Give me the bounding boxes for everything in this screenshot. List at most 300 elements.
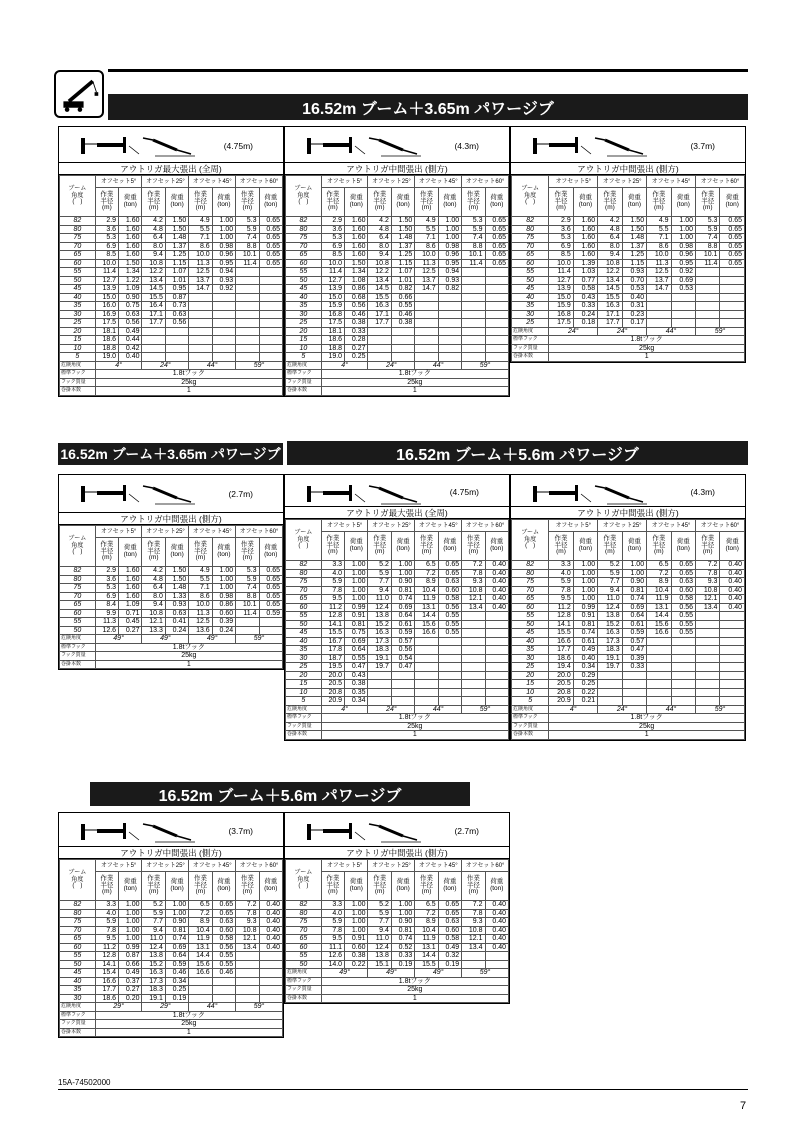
table-cell: 0.55 xyxy=(438,629,461,638)
table-cell xyxy=(259,268,282,277)
table-cell: 70 xyxy=(60,926,96,935)
table-cell: 55 xyxy=(286,952,322,961)
table-cell xyxy=(720,612,745,621)
table-cell: 0.52 xyxy=(391,943,414,952)
crane-diagram-icon xyxy=(305,818,455,844)
table-row xyxy=(512,578,745,587)
section-banner-1: 16.52m ブーム＋3.65m パワージブ xyxy=(108,94,748,120)
table-cell: 0.55 xyxy=(671,620,695,629)
table-cell: 45 xyxy=(512,629,549,638)
table-cell: 60 xyxy=(512,259,549,268)
table-cell xyxy=(212,977,235,986)
table-cell: 0.47 xyxy=(345,663,368,672)
table-cell: 1.50 xyxy=(165,225,188,234)
table-cell xyxy=(462,680,485,689)
table-cell xyxy=(189,336,212,345)
table-cell: 8.4 xyxy=(95,601,118,610)
table-cell xyxy=(485,960,508,969)
table-cell: 8.9 xyxy=(647,578,671,587)
table-row xyxy=(60,310,283,319)
table-row xyxy=(60,584,283,593)
table-cell: 14.5 xyxy=(142,285,165,294)
table-cell xyxy=(720,663,745,672)
table-cell xyxy=(462,310,485,319)
table-row xyxy=(512,242,745,251)
load-header: 荷重 (ton) xyxy=(165,538,188,567)
table-cell: 1.48 xyxy=(165,234,188,243)
table-cell: 9.3 xyxy=(462,578,485,587)
table-cell: 15.4 xyxy=(95,969,118,978)
table-cell xyxy=(236,268,259,277)
radius-header: 作業 半径 (m) xyxy=(368,188,391,217)
table-cell: 0.64 xyxy=(622,612,646,621)
table-cell xyxy=(462,344,485,353)
table-cell: 3.6 xyxy=(95,225,118,234)
table-cell: 80 xyxy=(286,569,322,578)
table-cell: 0.65 xyxy=(485,242,508,251)
table-cell: 14.4 xyxy=(415,952,438,961)
table-cell xyxy=(671,654,695,663)
table-cell: 0.64 xyxy=(165,952,188,961)
table-cell: 75 xyxy=(60,918,96,927)
table-cell: 35 xyxy=(512,302,549,311)
limit-angle-row: 危険角度 4° 24° 44° 59° xyxy=(60,361,283,370)
table-cell: 0.69 xyxy=(622,603,646,612)
table-cell xyxy=(259,618,282,627)
table-cell xyxy=(368,688,391,697)
table-cell: 35 xyxy=(60,302,96,311)
table-cell: 1.00 xyxy=(165,909,188,918)
table-cell: 1.34 xyxy=(119,268,142,277)
table-cell: 0.47 xyxy=(391,663,414,672)
table-cell: 1.15 xyxy=(165,259,188,268)
table-cell: 0.59 xyxy=(259,609,282,618)
table-cell: 1.15 xyxy=(391,259,414,268)
table-cell xyxy=(462,620,485,629)
table-cell xyxy=(415,327,438,336)
table-cell xyxy=(259,960,282,969)
outrigger-condition: アウトリガ中間張出 (側方) xyxy=(285,163,509,175)
table-cell: 5.3 xyxy=(95,234,118,243)
table-cell xyxy=(720,688,745,697)
table-cell: 5.9 xyxy=(236,225,259,234)
table-cell: 11.9 xyxy=(415,935,438,944)
table-cell xyxy=(462,276,485,285)
table-cell: 0.40 xyxy=(485,586,508,595)
table-cell xyxy=(236,276,259,285)
table-cell: 50 xyxy=(512,620,549,629)
table-cell: 5.9 xyxy=(95,918,118,927)
hook-row: 標準フック 1.8tフック xyxy=(60,643,283,652)
table-cell xyxy=(485,612,508,621)
table-cell xyxy=(720,646,745,655)
table-row xyxy=(60,242,283,251)
table-cell: 9.3 xyxy=(462,918,485,927)
table-cell: 0.40 xyxy=(720,595,745,604)
table-cell: 0.25 xyxy=(345,353,368,362)
table-cell: 60 xyxy=(286,943,322,952)
table-row xyxy=(512,680,745,689)
table-cell xyxy=(259,310,282,319)
table-cell: 40 xyxy=(512,637,549,646)
table-cell xyxy=(415,319,438,328)
table-cell: 1.00 xyxy=(622,569,646,578)
table-cell: 0.39 xyxy=(622,654,646,663)
table-cell: 4.0 xyxy=(95,909,118,918)
table-cell: 13.8 xyxy=(368,952,391,961)
table-cell xyxy=(462,319,485,328)
table-cell: 20 xyxy=(512,671,549,680)
table-cell: 0.63 xyxy=(165,609,188,618)
section-banner-2: 16.52m ブーム＋3.65m パワージブ xyxy=(58,443,283,465)
load-header: 荷重 (ton) xyxy=(165,872,188,901)
table-cell xyxy=(438,327,461,336)
table-row xyxy=(512,285,745,294)
hook-row: 標準フック 1.8tフック xyxy=(286,714,509,723)
table-cell: 7.8 xyxy=(462,909,485,918)
table-cell: 0.66 xyxy=(391,293,414,302)
table-cell: 80 xyxy=(512,225,549,234)
table-cell xyxy=(189,986,212,995)
table-cell: 0.70 xyxy=(622,276,646,285)
table-cell: 4.2 xyxy=(142,567,165,576)
table-cell xyxy=(720,302,745,311)
table-cell: 12.2 xyxy=(368,268,391,277)
table-cell: 40 xyxy=(60,293,96,302)
table-cell: 16.3 xyxy=(368,629,391,638)
table-cell: 9.5 xyxy=(95,935,118,944)
table-cell: 18.8 xyxy=(321,344,344,353)
table-cell: 0.24 xyxy=(573,310,597,319)
table-cell: 25 xyxy=(512,663,549,672)
table-cell xyxy=(598,680,622,689)
table-cell: 1.00 xyxy=(212,234,235,243)
table-cell: 7.2 xyxy=(696,561,720,570)
table-cell: 14.5 xyxy=(598,285,622,294)
table-row xyxy=(60,327,283,336)
table-cell: 12.5 xyxy=(415,268,438,277)
table-row xyxy=(60,285,283,294)
table-cell: 0.92 xyxy=(671,268,695,277)
table-cell: 35 xyxy=(286,646,322,655)
table-row xyxy=(512,259,745,268)
table-cell: 1.01 xyxy=(165,276,188,285)
table-cell: 0.60 xyxy=(212,926,235,935)
table-cell: 9.4 xyxy=(598,586,622,595)
table-cell: 80 xyxy=(286,225,322,234)
table-cell xyxy=(696,302,720,311)
table-cell: 8.8 xyxy=(236,592,259,601)
table-cell: 0.65 xyxy=(485,217,508,226)
table-row xyxy=(286,909,509,918)
table-cell: 13.4 xyxy=(236,943,259,952)
table-cell: 0.27 xyxy=(345,344,368,353)
table-cell: 0.59 xyxy=(391,629,414,638)
table-cell: 20 xyxy=(286,671,322,680)
table-cell: 11.4 xyxy=(236,259,259,268)
table-cell: 8.0 xyxy=(142,242,165,251)
table-cell: 7.8 xyxy=(696,569,720,578)
table-row xyxy=(60,986,283,995)
chart-panel-5 xyxy=(284,474,510,741)
table-cell xyxy=(236,293,259,302)
table-cell xyxy=(647,293,671,302)
offset-header: オフセット45° xyxy=(647,176,696,188)
table-row xyxy=(286,620,509,629)
table-cell: 0.91 xyxy=(345,935,368,944)
table-cell xyxy=(212,353,235,362)
table-cell xyxy=(696,663,720,672)
table-row xyxy=(60,336,283,345)
table-cell: 17.5 xyxy=(321,319,344,328)
table-cell: 0.65 xyxy=(671,561,695,570)
table-cell: 1.60 xyxy=(573,234,597,243)
jib-length: (2.7m) xyxy=(228,489,253,499)
table-cell: 11.3 xyxy=(189,259,212,268)
offset-header: オフセット5° xyxy=(549,176,598,188)
table-cell: 15.9 xyxy=(549,302,573,311)
table-cell: 16.6 xyxy=(549,637,573,646)
table-cell: 0.81 xyxy=(345,620,368,629)
table-cell: 7.8 xyxy=(321,926,344,935)
table-cell: 55 xyxy=(286,268,322,277)
radius-header: 作業 半径 (m) xyxy=(321,872,344,901)
table-cell: 0.40 xyxy=(485,595,508,604)
table-cell xyxy=(696,629,720,638)
table-cell xyxy=(485,663,508,672)
table-cell xyxy=(236,310,259,319)
table-cell xyxy=(415,353,438,362)
table-cell: 11.4 xyxy=(462,259,485,268)
table-cell xyxy=(415,646,438,655)
hook-mass-row: フック質量 25kg xyxy=(286,722,509,731)
table-cell: 5.9 xyxy=(598,569,622,578)
table-cell: 5.9 xyxy=(142,909,165,918)
table-cell xyxy=(259,986,282,995)
table-cell xyxy=(259,285,282,294)
table-cell xyxy=(415,671,438,680)
table-cell: 0.98 xyxy=(671,242,695,251)
radius-header: 作業 半径 (m) xyxy=(415,872,438,901)
table-row xyxy=(286,612,509,621)
table-cell: 0.90 xyxy=(391,918,414,927)
table-cell: 0.59 xyxy=(622,629,646,638)
table-cell: 0.56 xyxy=(212,943,235,952)
table-cell: 1.00 xyxy=(438,217,461,226)
table-cell: 5.9 xyxy=(462,225,485,234)
table-cell: 13.6 xyxy=(189,626,212,635)
table-cell: 1.09 xyxy=(119,601,142,610)
radius-header: 作業 半径 (m) xyxy=(462,188,485,217)
table-cell xyxy=(189,327,212,336)
table-cell xyxy=(236,285,259,294)
table-cell: 7.8 xyxy=(236,909,259,918)
table-cell: 0.69 xyxy=(671,276,695,285)
boom-angle-header: ブーム 角度 (゜) xyxy=(286,860,322,901)
table-cell: 1.00 xyxy=(345,901,368,910)
table-cell: 1.37 xyxy=(391,242,414,251)
table-cell: 0.49 xyxy=(438,943,461,952)
table-cell: 1.00 xyxy=(119,926,142,935)
table-cell: 16.8 xyxy=(321,310,344,319)
table-cell xyxy=(236,618,259,627)
table-cell: 18.6 xyxy=(321,336,344,345)
table-cell: 1.00 xyxy=(573,578,597,587)
table-cell xyxy=(142,353,165,362)
table-cell: 0.98 xyxy=(212,592,235,601)
table-cell: 14.7 xyxy=(189,285,212,294)
table-cell: 0.19 xyxy=(165,994,188,1003)
table-cell: 0.38 xyxy=(345,952,368,961)
table-cell: 12.4 xyxy=(368,943,391,952)
table-cell: 18.1 xyxy=(95,327,118,336)
top-rule xyxy=(108,69,748,72)
table-cell xyxy=(236,986,259,995)
table-cell: 1.50 xyxy=(165,217,188,226)
table-cell: 7.7 xyxy=(142,918,165,927)
table-cell: 10 xyxy=(286,344,322,353)
table-row xyxy=(60,575,283,584)
radius-header: 作業 半径 (m) xyxy=(462,532,485,561)
table-row xyxy=(512,620,745,629)
table-cell: 65 xyxy=(60,251,96,260)
crane-diagram-icon xyxy=(79,480,229,506)
table-cell: 0.40 xyxy=(485,943,508,952)
table-cell: 82 xyxy=(60,567,96,576)
table-cell xyxy=(391,680,414,689)
table-cell: 16.6 xyxy=(189,969,212,978)
table-cell: 10.8 xyxy=(142,259,165,268)
table-cell: 7.4 xyxy=(462,234,485,243)
table-cell: 5.5 xyxy=(189,575,212,584)
table-cell: 14.7 xyxy=(415,285,438,294)
limit-angle-row: 危険角度 24° 24° 44° 59° xyxy=(512,327,745,336)
offset-header: オフセット60° xyxy=(462,520,509,532)
table-cell: 0.40 xyxy=(119,353,142,362)
table-cell: 0.86 xyxy=(345,285,368,294)
table-cell: 0.94 xyxy=(438,268,461,277)
table-cell xyxy=(720,629,745,638)
table-cell: 8.0 xyxy=(598,242,622,251)
offset-header: オフセット5° xyxy=(95,176,142,188)
table-cell: 0.75 xyxy=(119,302,142,311)
table-cell: 15.2 xyxy=(142,960,165,969)
table-cell: 0.39 xyxy=(212,618,235,627)
table-cell: 6.5 xyxy=(647,561,671,570)
table-cell: 0.61 xyxy=(622,620,646,629)
table-cell: 8.0 xyxy=(142,592,165,601)
table-cell xyxy=(438,697,461,706)
table-row xyxy=(286,595,509,604)
table-cell: 4.0 xyxy=(321,569,344,578)
table-cell: 0.96 xyxy=(671,251,695,260)
table-row xyxy=(60,960,283,969)
table-cell: 30 xyxy=(60,994,96,1003)
table-cell: 0.82 xyxy=(391,285,414,294)
table-cell xyxy=(720,268,745,277)
table-cell xyxy=(438,646,461,655)
table-cell: 0.93 xyxy=(165,601,188,610)
table-cell: 1.60 xyxy=(573,225,597,234)
table-cell: 11.0 xyxy=(142,935,165,944)
radius-header: 作業 半径 (m) xyxy=(189,538,212,567)
table-cell xyxy=(598,671,622,680)
table-cell: 4.9 xyxy=(189,567,212,576)
table-cell: 40 xyxy=(286,293,322,302)
table-cell: 10.8 xyxy=(598,259,622,268)
document-number: 15A-74502000 xyxy=(58,1078,111,1087)
table-cell: 75 xyxy=(286,578,322,587)
table-cell xyxy=(720,620,745,629)
table-cell: 0.68 xyxy=(345,293,368,302)
table-cell xyxy=(671,671,695,680)
table-cell: 2.9 xyxy=(95,217,118,226)
table-cell xyxy=(259,276,282,285)
table-cell xyxy=(189,319,212,328)
table-cell: 0.92 xyxy=(212,285,235,294)
table-cell xyxy=(189,994,212,1003)
table-cell: 0.64 xyxy=(345,646,368,655)
table-row xyxy=(60,592,283,601)
table-cell: 1.22 xyxy=(119,276,142,285)
table-cell: 11.9 xyxy=(189,935,212,944)
table-cell: 10.8 xyxy=(142,609,165,618)
table-cell: 1.00 xyxy=(671,234,695,243)
table-cell: 0.20 xyxy=(119,994,142,1003)
table-cell: 10.0 xyxy=(415,251,438,260)
table-cell xyxy=(142,336,165,345)
table-cell: 4.8 xyxy=(142,575,165,584)
reeving-row: 巻掛本数 1 xyxy=(286,387,509,396)
table-cell xyxy=(438,353,461,362)
table-cell: 8.5 xyxy=(321,251,344,260)
table-row xyxy=(60,353,283,362)
table-cell: 3.3 xyxy=(549,561,573,570)
hook-row: 標準フック 1.8tフック xyxy=(512,714,745,723)
table-cell: 0.94 xyxy=(212,268,235,277)
radius-header: 作業 半径 (m) xyxy=(236,538,259,567)
table-cell: 12.8 xyxy=(549,612,573,621)
table-cell xyxy=(696,276,720,285)
table-cell: 8.6 xyxy=(647,242,671,251)
table-cell: 65 xyxy=(286,935,322,944)
table-cell: 0.18 xyxy=(573,319,597,328)
table-cell xyxy=(438,302,461,311)
table-cell: 1.50 xyxy=(165,575,188,584)
table-cell: 1.00 xyxy=(573,595,597,604)
table-row xyxy=(60,234,283,243)
table-cell xyxy=(212,302,235,311)
table-cell: 3.6 xyxy=(549,225,573,234)
table-row xyxy=(286,276,509,285)
offset-header: オフセット45° xyxy=(415,176,462,188)
table-cell: 13.9 xyxy=(95,285,118,294)
offset-header: オフセット60° xyxy=(462,860,509,872)
table-cell: 2.9 xyxy=(321,217,344,226)
table-cell: 35 xyxy=(286,302,322,311)
table-cell: 15 xyxy=(286,336,322,345)
offset-header: オフセット60° xyxy=(696,176,745,188)
table-cell: 1.50 xyxy=(119,259,142,268)
table-cell xyxy=(415,697,438,706)
table-cell: 11.3 xyxy=(647,259,671,268)
table-cell: 0.49 xyxy=(573,646,597,655)
table-row xyxy=(286,943,509,952)
table-row xyxy=(512,688,745,697)
jib-length: (4.3m) xyxy=(454,141,479,151)
table-cell: 0.40 xyxy=(259,918,282,927)
table-cell xyxy=(622,697,646,706)
